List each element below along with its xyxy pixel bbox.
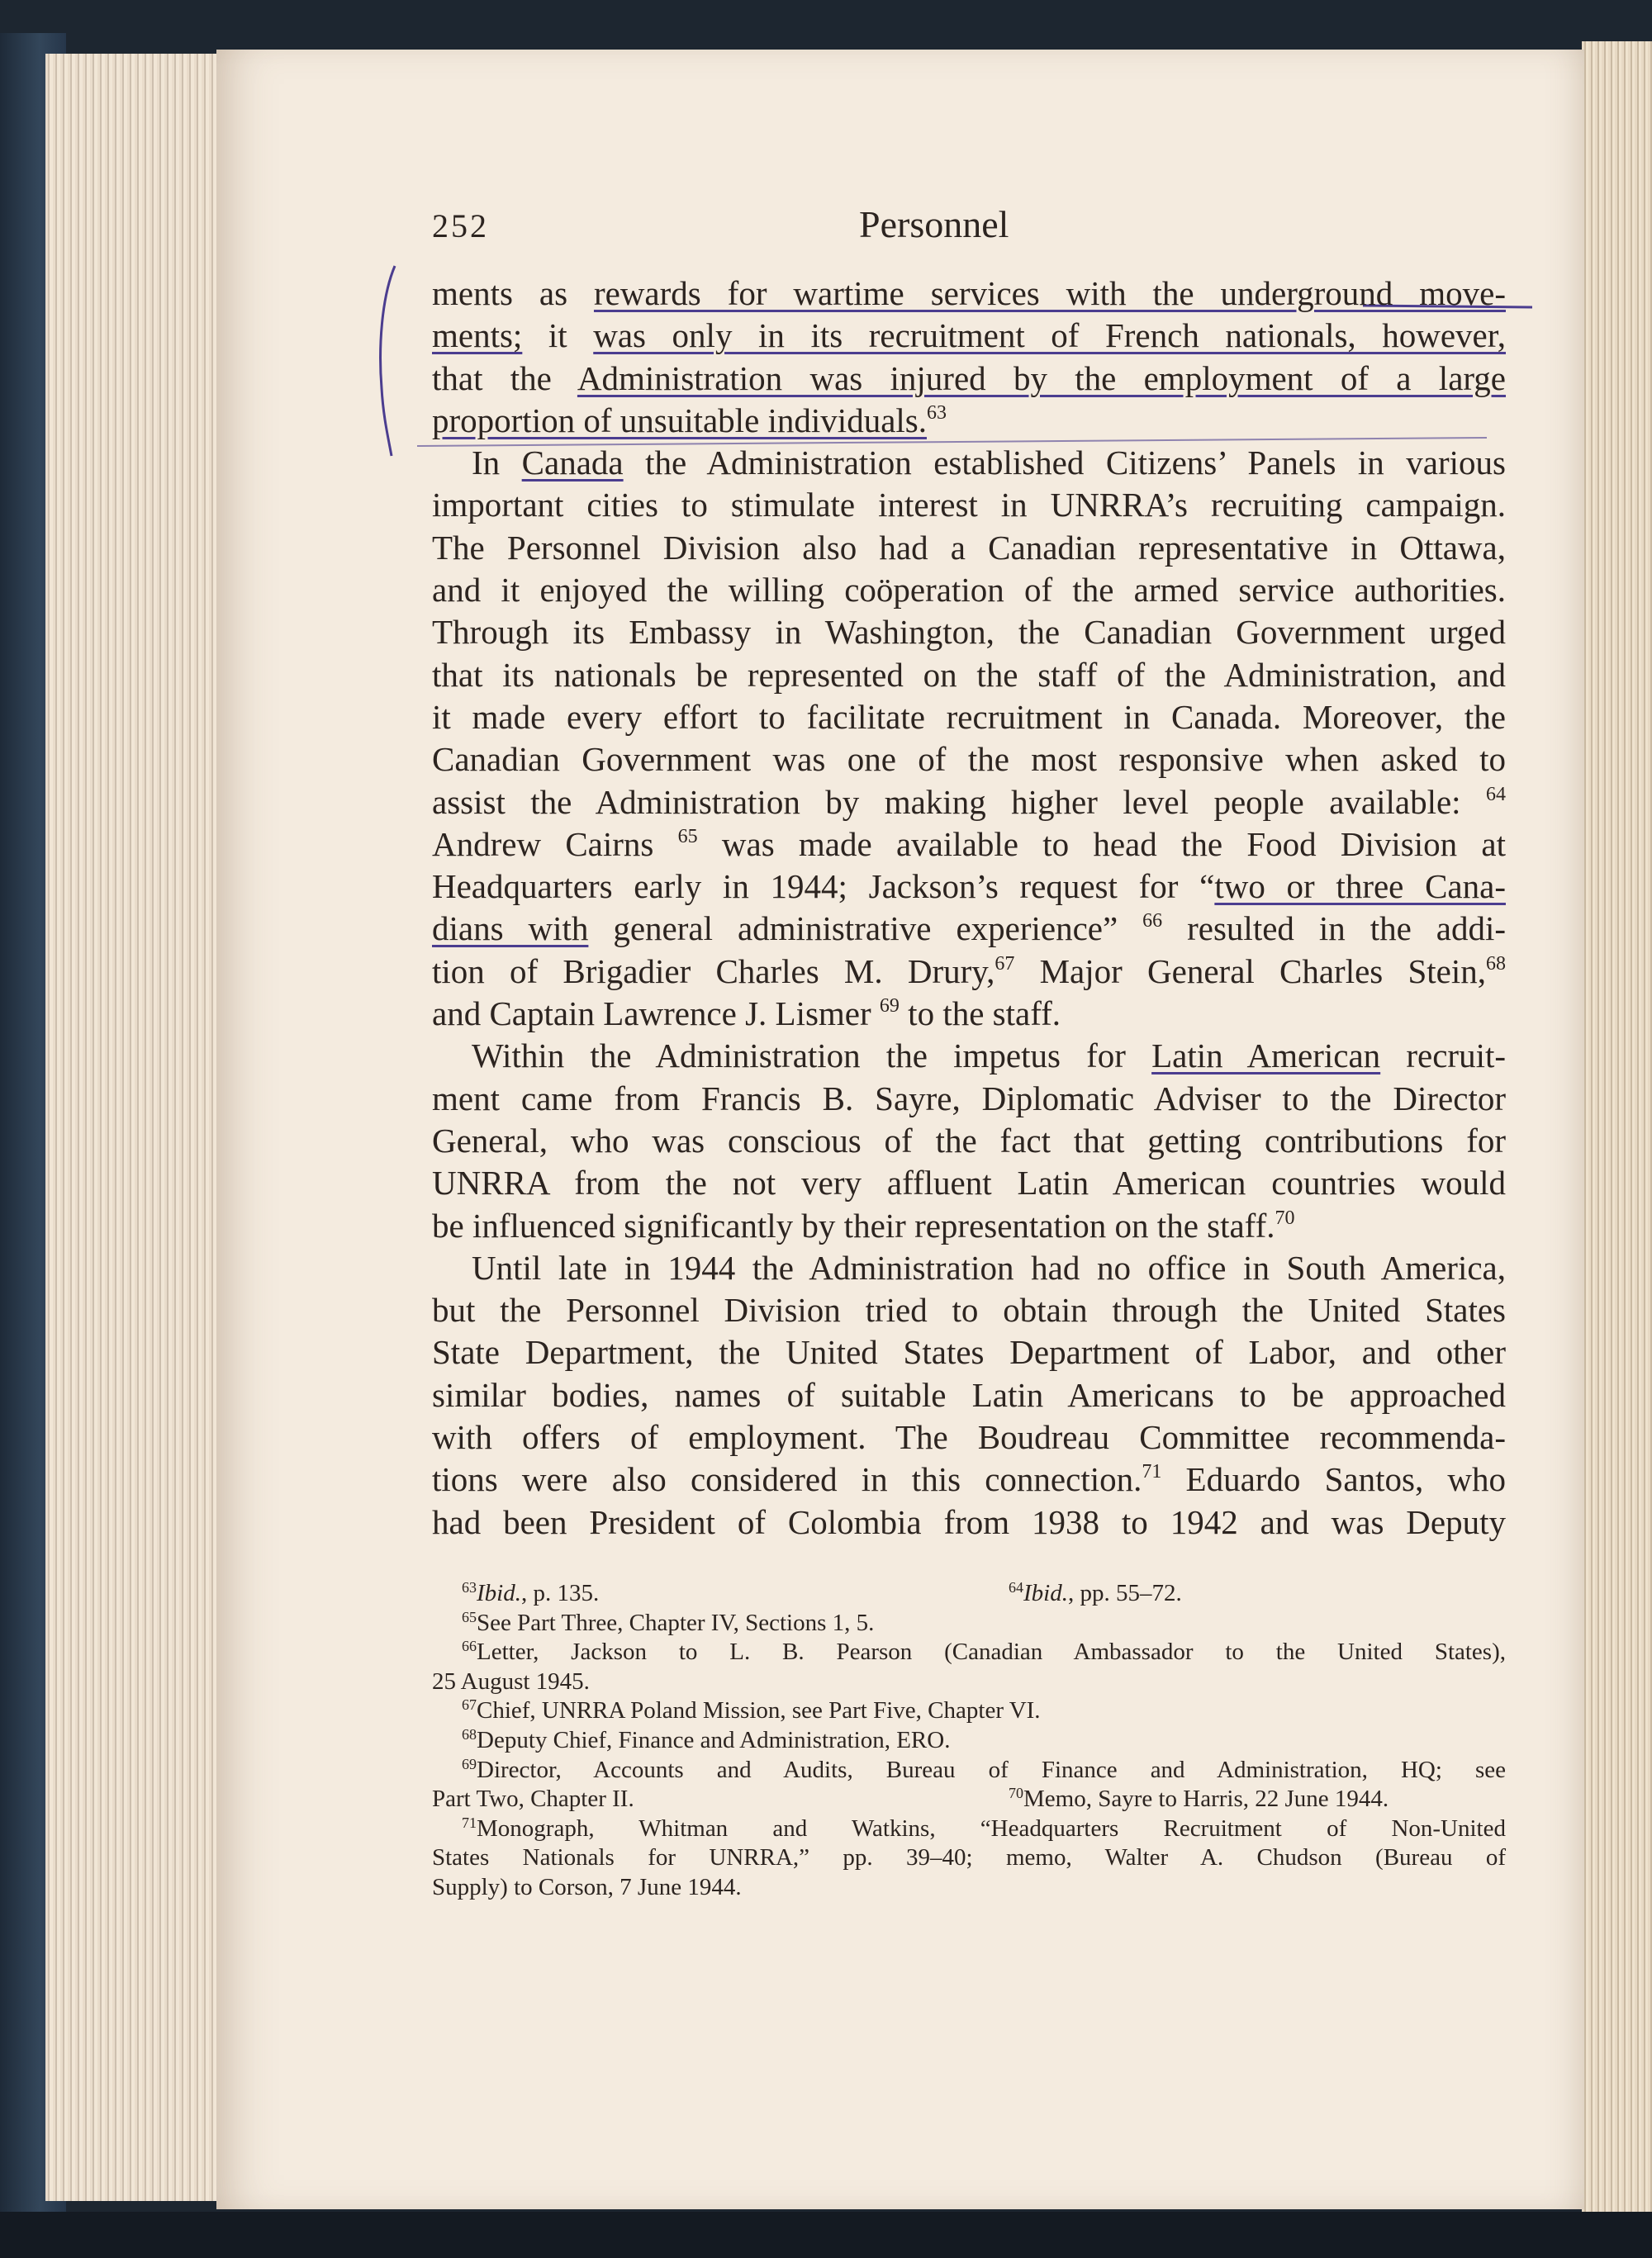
- text-segment: to the staff.: [899, 994, 1061, 1033]
- text-segment: Eduardo Santos, who: [1161, 1460, 1506, 1499]
- text-line: [432, 1247, 1506, 1289]
- text-segment: that the: [432, 358, 577, 397]
- text-line: [432, 1120, 1506, 1162]
- text-segment: Monograph, Whitman and Watkins, “Headquarters Recruitment of Non-United: [477, 1814, 1506, 1842]
- text-segment: that its nationals be represented on the staff of the Administration, and: [432, 655, 1506, 694]
- footnote-ref: 63: [926, 401, 947, 424]
- text-segment: tion of Brigadier Charles M. Drury,: [432, 951, 995, 990]
- underlined-text: Administration was injured by the employment of a large: [577, 358, 1507, 397]
- footnote-ref: 70: [1009, 1785, 1023, 1802]
- text-line: [432, 1416, 1506, 1459]
- text-segment: resulted in the addi-: [1162, 909, 1507, 948]
- underlined-text: rewards for wartime services with the underground move-: [593, 274, 1506, 312]
- text-segment: and it enjoyed the willing coöperation of the armed service authorities.: [432, 571, 1506, 610]
- text-line: [432, 358, 1506, 400]
- footnote-line: [432, 1696, 1506, 1726]
- text-segment: In: [472, 444, 522, 482]
- text-segment: State Department, the United States Department of Labor, and other: [432, 1333, 1506, 1372]
- text-segment: with offers of employment. The Boudreau Committee recommenda-: [432, 1418, 1506, 1457]
- text-segment: UNRRA from the not very affluent Latin American countries would: [432, 1164, 1506, 1203]
- text-line: [432, 866, 1506, 908]
- footnote-ref: 68: [462, 1725, 477, 1743]
- running-head: Personnel: [859, 203, 1009, 245]
- text-line: [432, 1501, 1506, 1544]
- text-segment: Until late in 1944 the Administration had no office in South America,: [472, 1248, 1506, 1287]
- footnote-line: [432, 1667, 1506, 1697]
- text-segment: it: [522, 316, 594, 355]
- footnote-line: [432, 1579, 1506, 1609]
- text-segment: Ibid.: [477, 1580, 521, 1606]
- footnote-ref: 67: [995, 952, 1015, 975]
- text-segment: ments as: [432, 274, 594, 312]
- text-segment: was made available to head the Food Division at: [697, 824, 1506, 863]
- text-segment: Director, Accounts and Audits, Bureau of Finance and Administration, HQ; see: [477, 1756, 1506, 1783]
- text-segment: Deputy Chief, Finance and Administration, ERO.: [477, 1726, 951, 1753]
- text-line: [432, 654, 1506, 696]
- footnote-ref: 71: [462, 1814, 477, 1831]
- footnote-ref: 64: [1486, 783, 1506, 805]
- footnote-ref: 65: [462, 1608, 477, 1625]
- footnote-line: [432, 1873, 1506, 1903]
- text-segment: be influenced significantly by their representation on the staff.: [432, 1206, 1275, 1245]
- footnote-ref: 63: [462, 1579, 477, 1596]
- footnote-column-2: [1009, 1579, 1182, 1609]
- footnotes: [432, 1579, 1506, 1903]
- text-segment: had been President of Colombia from 1938 to 1942 and was Deputy: [432, 1502, 1506, 1541]
- text-segment: but the Personnel Division tried to obtain through the United States: [432, 1291, 1506, 1330]
- text-line: [432, 400, 1506, 442]
- footnote-line: [432, 1814, 1506, 1844]
- text-segment: general administrative experience”: [588, 909, 1143, 948]
- text-segment: Memo, Sayre to Harris, 22 June 1944.: [1023, 1786, 1389, 1813]
- text-segment: important cities to stimulate interest in UNRRA’s recruiting campaign.: [432, 486, 1506, 524]
- footnote-ref: 66: [462, 1638, 477, 1655]
- text-segment: Andrew Cairns: [432, 824, 678, 863]
- text-line: [432, 1035, 1506, 1077]
- footnote-line: [432, 1609, 1506, 1639]
- body-text: [432, 273, 1506, 1544]
- text-line: [432, 1289, 1506, 1331]
- text-line: [432, 611, 1506, 653]
- text-line: [432, 1205, 1506, 1247]
- underlined-text: two or three Cana-: [1214, 867, 1506, 906]
- text-segment: See Part Three, Chapter IV, Sections 1, 5.: [477, 1609, 875, 1636]
- text-segment: Major General Charles Stein,: [1014, 951, 1487, 990]
- footnote-ref: 66: [1142, 910, 1163, 932]
- text-segment: Supply) to Corson, 7 June 1944.: [432, 1873, 742, 1900]
- text-line: [432, 1374, 1506, 1416]
- text-line: [432, 781, 1506, 823]
- footnote-ref: 68: [1486, 952, 1507, 975]
- footnote-ref: 69: [879, 995, 900, 1018]
- text-segment: tions were also considered in this connection.: [432, 1460, 1142, 1499]
- text-segment: Headquarters early in 1944; Jackson’s request for “: [432, 867, 1215, 906]
- text-segment: recruit-: [1380, 1036, 1507, 1075]
- text-segment: it made every effort to facilitate recruitment in Canada. Moreover, the: [432, 697, 1506, 736]
- text-line: [432, 527, 1506, 569]
- text-line: [432, 696, 1506, 738]
- text-segment: Letter, Jackson to L. B. Pearson (Canadian Ambassador to the United States),: [477, 1639, 1506, 1666]
- footnote-line: [432, 1756, 1506, 1786]
- text-line: [432, 823, 1506, 866]
- footnote-ref: 69: [462, 1755, 477, 1772]
- footnote-line: [432, 1785, 1506, 1814]
- footnote-column-2: [1009, 1785, 1389, 1814]
- text-line: [432, 569, 1506, 611]
- text-segment: Chief, UNRRA Poland Mission, see Part Five, Chapter VI.: [477, 1697, 1041, 1724]
- text-line: [432, 738, 1506, 780]
- text-line: [432, 993, 1506, 1035]
- footnote-line: [432, 1726, 1506, 1756]
- text-segment: Through its Embassy in Washington, the Canadian Government urged: [432, 613, 1506, 652]
- text-segment: Within the Administration the impetus for: [472, 1036, 1152, 1075]
- text-line: [432, 951, 1506, 993]
- footnote-ref: 64: [1009, 1579, 1023, 1596]
- text-segment: The Personnel Division also had a Canadian representative in Ottawa,: [432, 528, 1506, 567]
- underlined-text: proportion of unsuitable individuals.: [432, 401, 927, 439]
- text-segment: 25 August 1945.: [432, 1667, 590, 1695]
- text-line: [432, 1331, 1506, 1373]
- text-segment: General, who was conscious of the fact that getting contributions for: [432, 1121, 1506, 1160]
- underlined-text: was only in its recruitment of French nationals, however,: [593, 316, 1506, 355]
- footnote-ref: 70: [1275, 1207, 1295, 1229]
- text-segment: and Captain Lawrence J. Lismer: [432, 994, 880, 1033]
- page-number: 252: [432, 207, 489, 244]
- text-line: [432, 484, 1506, 526]
- text-segment: Canadian Government was one of the most responsive when asked to: [432, 740, 1506, 779]
- underlined-text: ments;: [432, 316, 523, 355]
- text-segment: Ibid.: [1023, 1580, 1068, 1606]
- text-segment: States Nationals for UNRRA,” pp. 39–40; memo, Walter A. Chudson (Bureau of: [432, 1844, 1506, 1871]
- text-line: [432, 442, 1506, 484]
- text-line: [432, 315, 1506, 357]
- underlined-text: Latin American: [1151, 1036, 1381, 1075]
- footnote-line: [432, 1843, 1506, 1873]
- text-segment: assist the Administration by making higher level people available:: [432, 782, 1486, 821]
- underlined-text: dians with: [432, 909, 589, 948]
- text-line: [432, 908, 1506, 950]
- text-segment: Part Two, Chapter II.: [432, 1786, 634, 1813]
- text-segment: , p. 135.: [520, 1580, 600, 1606]
- text-line: [432, 1162, 1506, 1204]
- text-line: [432, 1078, 1506, 1120]
- footnote-ref: 67: [462, 1696, 477, 1714]
- footnote-line: [432, 1638, 1506, 1667]
- text-line: [432, 1459, 1506, 1501]
- text-line: [432, 273, 1506, 315]
- text-segment: , pp. 55–72.: [1067, 1580, 1182, 1606]
- text-segment: similar bodies, names of suitable Latin Americans to be approached: [432, 1375, 1506, 1414]
- footnote-ref: 65: [677, 825, 698, 847]
- footnote-ref: 71: [1142, 1461, 1162, 1483]
- text-segment: ment came from Francis B. Sayre, Diplomatic Adviser to the Director: [432, 1079, 1506, 1117]
- underlined-text: Canada: [521, 444, 624, 482]
- text-segment: the Administration established Citizens’ Panels in various: [623, 444, 1506, 482]
